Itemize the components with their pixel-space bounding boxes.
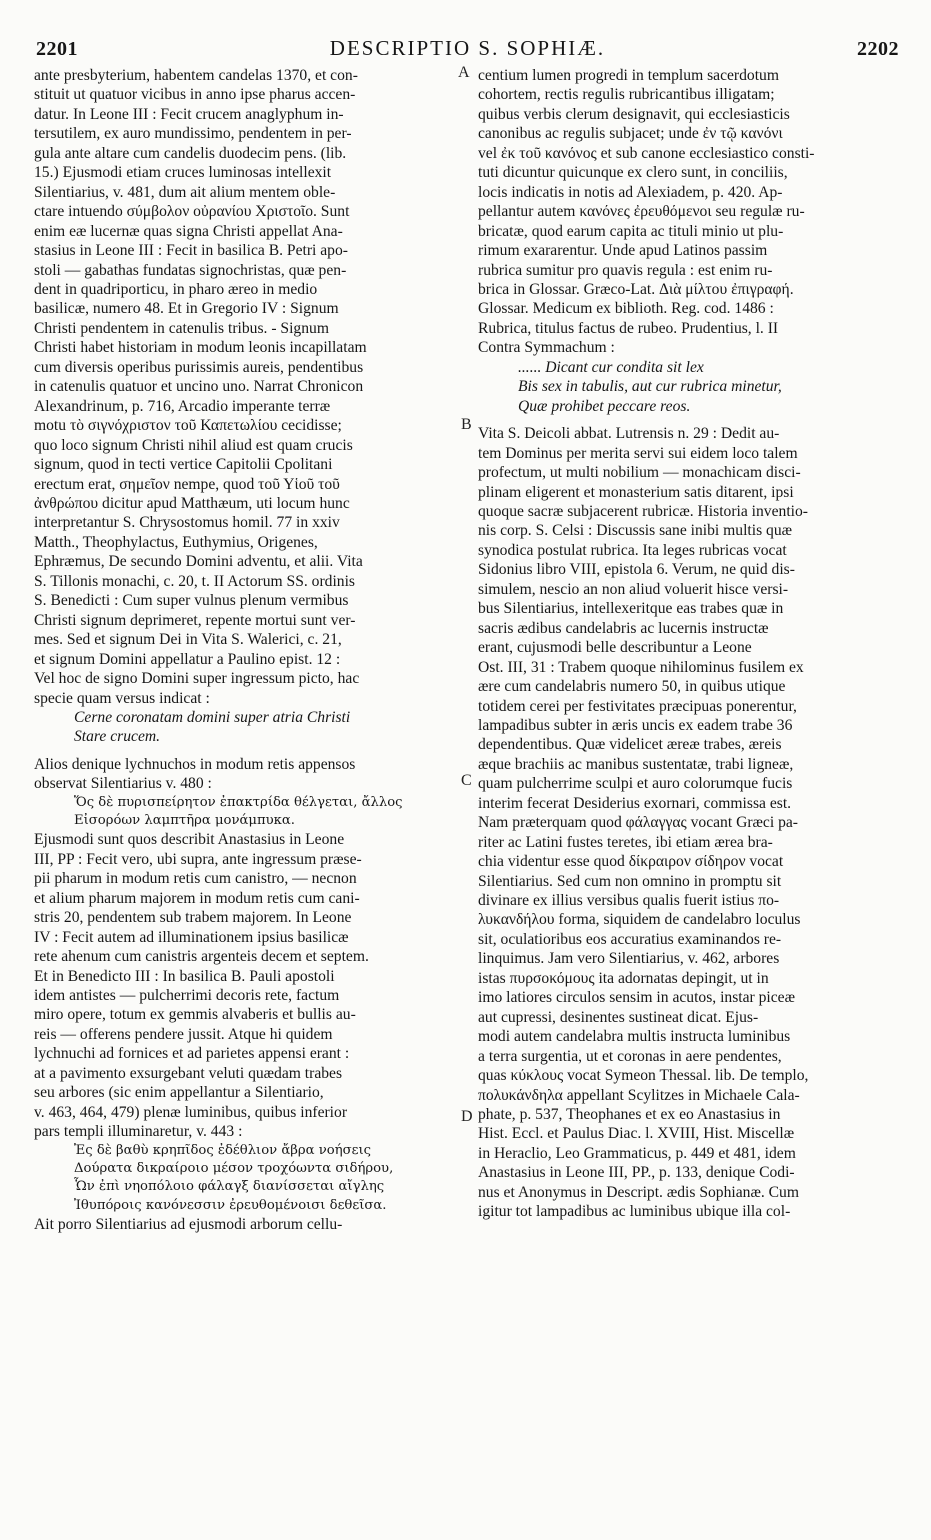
text-line: Anastasius in Leone III, PP., p. 133, denique Codi- — [478, 1164, 795, 1182]
text-line: quo loco signum Christi nihil aliud est quam crucis — [34, 436, 353, 454]
text-line: mes. Sed et signum Dei in Vita S. Walerici, c. 21, — [34, 631, 342, 649]
text-line: Silentiarius, v. 481, dum ait alium mentem oble- — [34, 183, 336, 201]
text-line: 15.) Ejusmodi etiam cruces luminosas intellexit — [34, 164, 332, 182]
text-line: ctare intuendo σύμβολον οὐρανίου Χριστοῖο. Sunt — [34, 203, 350, 221]
greek-verse-line: Ἐς δὲ βαθὺ κρηπῖδος ἐδέθλιον ἄβρα νοήσεις — [74, 1142, 371, 1158]
text-line: rubrica sumitur pro quavis regula : est enim ru- — [478, 261, 773, 279]
text-line: chia videntur esse quod δίκραιρον σίδηρον vocat — [478, 853, 784, 871]
text-line: synodica postulat rubrica. Ita leges rubricas vocat — [478, 541, 787, 559]
text-line: in Heraclio, Leo Grammaticus, p. 449 et 481, idem — [478, 1144, 796, 1162]
text-line: Ejusmodi sunt quos describit Anastasius in Leone — [34, 831, 345, 849]
text-line: Alios denique lychnuchos in modum retis appensos — [34, 755, 356, 773]
section-marker-b: B — [461, 416, 472, 433]
text-line: basilicæ, numero 48. Et in Gregorio IV : Signum — [34, 300, 339, 318]
text-line: interpretantur S. Chrysostomus homil. 77 in xxiv — [34, 514, 340, 532]
greek-verse-line: Ἰθυπόροις κανόνεσσιν ἐρευθομένοισι δεθεῖσα. — [74, 1197, 387, 1213]
text-line: bus Silentiarius, intellexeritque eas trabes quæ in — [478, 600, 784, 618]
text-line: S. Benedicti : Cum super vulnus plenum vermibus — [34, 592, 349, 610]
text-line: pars templi illuminaretur, v. 443 : — [34, 1123, 243, 1141]
verse-line: Cerne coronatam domini super atria Christi — [74, 708, 351, 726]
text-line: stasius in Leone III : Fecit in basilica B. Petri apo- — [34, 242, 348, 260]
text-line: S. Tillonis monachi, c. 20, t. II Actorum SS. ordinis — [34, 572, 355, 590]
text-line: stris 20, pendentem sub trabem majorem. In Leone — [34, 909, 352, 927]
text-line: quoque sacræ subjacerent rubricæ. Historia inventio- — [478, 502, 808, 520]
text-line: cum diversis operibus purissimis aureis, pendentibus — [34, 358, 364, 376]
text-line: dependentibus. Quæ videlicet æreæ trabes, æreis — [478, 736, 782, 754]
text-line: stituit ut quatuor vicibus in anno ipse pharus accen- — [34, 86, 356, 104]
text-line: Matth., Theophylactus, Euthymius, Origenes, — [34, 533, 318, 551]
text-line: nis corp. S. Celsi : Discussis sane inibi multis quæ — [478, 522, 793, 540]
text-line: erectum erat, σημεῖον nempe, quod τοῦ Υἱοῦ τοῦ — [34, 475, 340, 493]
verse-line: Stare crucem. — [74, 728, 161, 746]
text-line: interim fecerat Desiderius exornari, commissa est. — [478, 794, 792, 812]
text-line: Silentiarius. Sed cum non omnino in promptu sit — [478, 872, 782, 890]
greek-verse-line: Δούρατα δικραίροιο μέσον τροχόωντα σιδήρου, — [74, 1160, 394, 1176]
text-line: Vel hoc de signo Domini super ingressum picto, hac — [34, 670, 360, 688]
text-line: a terra surgentia, ut et coronas in aere pendentes, — [478, 1047, 782, 1065]
text-line: πολυκάνδηλα appellant Scylitzes in Michaele Cala- — [478, 1086, 800, 1104]
text-line: nus et Anonymus in Descript. ædis Sophianæ. Cum — [478, 1183, 799, 1201]
running-title: DESCRIPTIO S. SOPHIÆ. — [329, 36, 606, 60]
text-line: ἀνθρώπου dicitur apud Matthæum, uti locum hunc — [34, 494, 350, 512]
text-line: in catenulis quatuor et uncino uno. Narrat Chronicon — [34, 378, 364, 396]
text-line: Rubrica, titulus factus de rubeo. Prudentius, l. II — [478, 319, 779, 337]
text-line: rimum exararentur. Unde apud Latinos passim — [478, 242, 768, 260]
text-line: III, PP : Fecit vero, ubi supra, ante ingressum præsе- — [34, 850, 362, 868]
section-marker-c: C — [461, 772, 472, 789]
greek-verse-line: Ὧν ἐπὶ νηοπόλοιο φάλαγξ διανίσσεται αἴγλης — [74, 1179, 385, 1195]
text-line: ære cum candelabris numero 50, in quibus utique — [478, 678, 786, 696]
text-line: reis — offerens pendere jussit. Atque hi quidem — [34, 1025, 333, 1043]
text-line: quas κύκλους vocat Symeon Thessal. lib. De templo, — [478, 1067, 809, 1085]
text-line: totidem cerei per festivitates præcipuas ponerentur, — [478, 697, 797, 715]
text-line: Sidonius libro VIII, epistola 6. Verum, ne quid dis- — [478, 561, 795, 579]
text-line: brica in Glossar. Græco-Lat. Διὰ μίλτου ἐπιγραφή. — [478, 280, 794, 298]
text-line: Ost. III, 31 : Trabem quoque nihilominus fusilem ex — [478, 658, 804, 676]
text-line: stoli — gabathas fundatas signochristas, quæ pen- — [34, 261, 347, 279]
block-spacer — [478, 416, 898, 424]
section-marker-a: A — [458, 64, 470, 81]
text-line: ante presbyterium, habentem candelas 1370, et con- — [34, 67, 358, 84]
text-line: quam pulcherrime sculpi et auro colorumque fucis — [478, 775, 793, 793]
text-line: pii pharum in modum retis cum canistro, — necnon — [34, 870, 357, 888]
text-line: IV : Fecit autem ad illuminationem ipsius basilicæ — [34, 928, 349, 946]
text-line: seu arbores (sic enim appellantur a Silentiario, — [34, 1084, 324, 1102]
text-line: Ait porro Silentiarius ad ejusmodi arborum cellu- — [34, 1215, 343, 1233]
text-line: observat Silentiarius v. 480 : — [34, 775, 212, 793]
text-line: gula ante altare cum candelis duodecim pens. (lib. — [34, 144, 347, 162]
text-line: Christi habet historiam in modum leonis incapillatam — [34, 339, 367, 357]
text-line: miro opere, totum ex gemmis alvaberis et bullis au- — [34, 1006, 356, 1024]
text-line: sit, oculatioribus eos accuratius examinandos re- — [478, 930, 782, 948]
text-line: sacris ædibus candelabris ac lucernis instructæ — [478, 619, 769, 637]
text-line: Glossar. Medicum ex biblioth. Reg. cod. 1486 : — [478, 300, 774, 318]
running-header — [36, 36, 899, 66]
text-line: et alium pharum majorem in modum retis cum cani- — [34, 889, 360, 907]
text-line: quibus verbis clerum designavit, qui ecclesiasticis — [478, 105, 790, 123]
verse-line: ...... Dicant cur condita sit lex — [518, 358, 704, 376]
text-line: simulem, nescio an non aliud voluerit hisce versi- — [478, 580, 789, 598]
greek-verse-line: Ὅς δὲ πυρισπείρητον ἐπακτρίδα θέλγεται, ἄλλος — [74, 794, 403, 810]
text-line: motu τὸ σιγνόχριστον τοῦ Καπετωλίου cecidisse; — [34, 417, 342, 435]
text-line: profectum, ut multi nobilium — monachicam disci- — [478, 464, 801, 482]
text-line: v. 463, 464, 479) plenæ luminibus, quibus inferior — [34, 1103, 348, 1121]
text-line: bricatæ, quod earum capita ac tituli minio ut plu- — [478, 222, 784, 240]
greek-verse-line: Εἰσορόων λαμπτῆρα μονάμπυκα. — [74, 813, 295, 829]
text-line: erant, cujusmodi belle describuntur a Leone — [478, 639, 752, 657]
text-line: dent in quadriporticu, in pharo æreo in medio — [34, 280, 318, 298]
text-line: locis indicatis in notis ad Alexiadem, p. 420. Ap- — [478, 183, 783, 201]
verse-line: Bis sex in tabulis, aut cur rubrica minetur, — [518, 378, 782, 396]
text-line: tem Dominus per merita servi sui eidem loco talem — [478, 444, 798, 462]
text-line: specie quam versus indicat : — [34, 689, 210, 707]
text-line: Et in Benedicto III : In basilica B. Pauli apostoli — [34, 967, 335, 985]
text-line: Nam præterquam quod φάλαγγας vocant Græci pa- — [478, 814, 798, 832]
right-page-number: 2202 — [856, 38, 899, 60]
text-line: vel ἐκ τοῦ κανόνος et sub canone ecclesiastico consti- — [478, 144, 815, 162]
text-line: istas πυρσοκόμους ita adornatas depingit, ut in — [478, 969, 769, 987]
text-line: phate, p. 537, Theophanes et ex eo Anastasius in — [478, 1106, 781, 1124]
text-line: λυκανδήλου forma, siquidem de candelabro loculus — [478, 911, 801, 929]
verse-line: Quæ prohibet peccare reos. — [518, 397, 691, 415]
block-spacer — [34, 747, 454, 755]
text-line: plinam eligerent et monasterium satis ditarent, ipsi — [478, 483, 794, 501]
left-column — [34, 66, 454, 1234]
text-line: æque brachiis ac manibus sustentatæ, trabi ligneæ, — [478, 755, 794, 773]
text-line: cohortem, rectis regulis rubricantibus illigatam; — [478, 86, 775, 104]
text-line: datur. In Leone III : Fecit crucem anaglyphum in- — [34, 105, 344, 123]
text-line: Vita S. Deicoli abbat. Lutrensis n. 29 : Dedit au- — [478, 425, 780, 443]
text-line: modi autem candelabra multis instructa luminibus — [478, 1028, 791, 1046]
text-line: signum, quod in tecti vertice Capitolii Cpolitani — [34, 456, 333, 474]
left-page-number: 2201 — [36, 38, 78, 60]
text-line: Contra Symmachum : — [478, 339, 615, 357]
text-line: tersutilem, ex auro mundissimo, pendentem in per- — [34, 125, 352, 143]
text-line: Alexandrinum, p. 716, Arcadio imperante terræ — [34, 397, 331, 415]
section-marker-d: D — [461, 1108, 473, 1125]
text-line: at a pavimento exsurgebant veluti quædam trabes — [34, 1064, 343, 1082]
text-line: tuti dicuntur quicunque ex clero sunt, in conciliis, — [478, 164, 788, 182]
text-line: enim eæ lucernæ quas signa Christi appellat Ana- — [34, 222, 343, 240]
text-line: igitur tot lampadibus ac luminibus ubique illa col- — [478, 1203, 791, 1221]
text-line: lychnuchi ad fornices et ad parietes appensi erant : — [34, 1045, 350, 1063]
text-line: riter ac Latini fustes teretes, ibi etiam ærea bra- — [478, 833, 773, 851]
text-line: Christi pendentem in catenulis tribus. - Signum — [34, 319, 329, 337]
text-line: imo latiores circulos sensim in acutos, instar piceæ — [478, 989, 796, 1007]
text-line: linquimus. Jam vero Silentiarius, v. 462, arbores — [478, 950, 780, 968]
right-column — [478, 66, 898, 1222]
text-line: Ephræmus, De secundo Domini adventu, et alii. Vita — [34, 553, 363, 571]
text-line: canonibus ac regulis subjacet; unde ἐν τῷ κανόνι — [478, 125, 783, 143]
text-line: aut cupressi, desinentes sustineat dicat. Ejus- — [478, 1008, 759, 1026]
text-line: centium lumen progredi in templum sacerdotum — [478, 67, 779, 84]
text-line: rete ahenum cum canistris argenteis decem et septem. — [34, 948, 369, 966]
text-line: Hist. Eccl. et Paulus Diac. l. XVIII, Hist. Miscellæ — [478, 1125, 795, 1143]
text-line: et signum Domini appellatur a Paulino epist. 12 : — [34, 650, 341, 668]
text-line: Christi signum deprimeret, repente mortui sunt ver- — [34, 611, 356, 629]
text-line: idem antistes — pulcherrimi decoris rete, factum — [34, 986, 340, 1004]
text-line: divinare ex illius versibus qualis fuerit istius πο- — [478, 892, 780, 910]
text-line: lampadibus subter in æris uncis ex eadem trabe 36 — [478, 716, 793, 734]
text-line: pellantur autem κανόνες ἐρευθόμενοι seu regulæ ru- — [478, 203, 805, 221]
